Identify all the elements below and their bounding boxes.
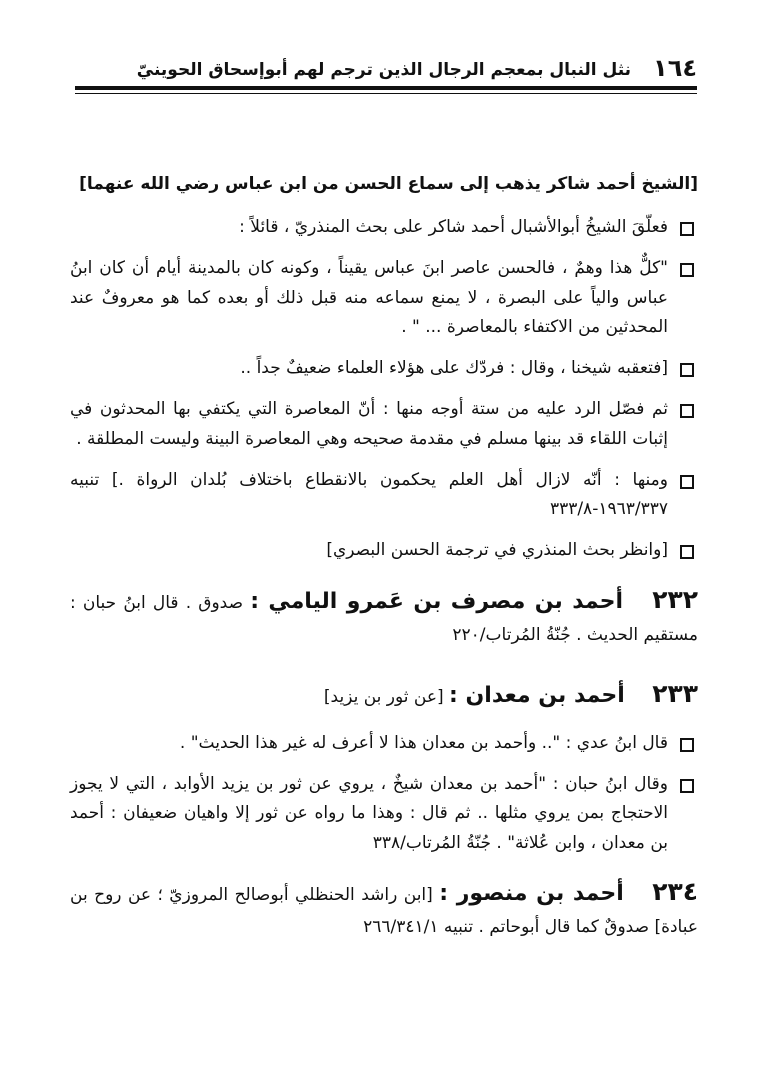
list-item [70,536,698,565]
list-item [70,395,698,453]
list-item [70,466,698,524]
list-item-text: ومنها : أنّه لازال أهل العلم يحكمون بالانقطاع باختلاف بُلدان الرواة .] تنبيه ١٩٦٣/٣٣٧-٣٣٣/٨ [70,469,668,520]
list-item-text: [فتعقبه شيخنا ، وقال : فردّك على هؤلاء العلماء ضعيفٌ جداً .. [240,358,668,379]
list-item-text: [وانظر بحث المنذري في ترجمة الحسن البصري] [326,540,668,561]
checkbox-bullet-icon [680,222,694,236]
page-header [75,40,697,80]
entry-234 [70,870,698,942]
list-item [70,213,698,242]
page-number: ١٦٤ [653,54,697,82]
checkbox-bullet-icon [680,545,694,559]
header-rule-thin [75,93,697,94]
entry-232 [70,578,698,650]
list-item-text: "كلٌّ هذا وهمٌ ، فالحسن عاصر ابنَ عباس يقيناً ، وكونه كان بالمدينة أيام أن كان ابنُ عباس والياً على البصرة ، لا يمنع سماعه منه قبل ذلك أو بعده كما هو معروفٌ عند المحدثين من الاكتفاء بالمعاصرة ... " . [70,258,668,337]
entry-number: ٢٣٤ [652,876,698,906]
entry-233 [70,672,698,715]
entry-text: صدوق . قال ابنُ حبان : مستقيم الحديث . جُنّةُ المُرتاب/٢٢٠ [70,592,698,645]
checkbox-bullet-icon [680,363,694,377]
section-heading: [الشيخ أحمد شاكر يذهب إلى سماع الحسن من ابن عباس رضي الله عنهما] [79,174,698,194]
list-item [70,729,698,758]
entry-text: [عن ثور بن يزيد] [323,686,444,707]
entry-name: أحمد بن مصرف بن عَمرو اليامي : [250,588,624,614]
list-item-text: فعلّقَ الشيخُ أبوالأشبال أحمد شاكر على بحث المنذريّ ، قائلاً : [239,217,668,238]
header-rule-thick [75,86,697,90]
page-body [70,170,698,958]
entry-name: أحمد بن معدان : [449,682,625,708]
list-item-text: وقال ابنُ حبان : "أحمد بن معدان شيخٌ ، يروي عن ثور بن يزيد الأوابد ، التي لا يجوز الاحتجاج بمن يروي مثلها .. ثم قال : وهذا ما رواه عن ثور إلا واهيان ضعيفان : أحمد بن معدان ، وابن عُلاثة" . جُنّةُ المُرتاب/٣٣٨ [70,774,668,853]
list-item [70,354,698,383]
book-title: نثل النبال بمعجم الرجال الذين ترجم لهم أبوإسحاق الحوينيّ [136,59,632,80]
checkbox-bullet-icon [680,404,694,418]
entry-name: أحمد بن منصور : [439,880,624,906]
list-item-text: ثم فصّل الرد عليه من ستة أوجه منها : أنّ المعاصرة التي يكتفي بها المحدثون في إثبات اللقاء قد بينها مسلم في مقدمة صحيحه وهي المعاصرة البينة وليست المطلقة . [70,399,668,449]
checkbox-bullet-icon [680,475,694,489]
list-item [70,770,698,858]
entry-text: [ابن راشد الحنظلي أبوصالح المروزيّ ؛ عن روح بن عبادة] صدوقٌ كما قال أبوحاتم . تنبيه ٢٦٦/٣٤١/١ [70,884,698,937]
checkbox-bullet-icon [680,738,694,752]
list-item [70,254,698,342]
checkbox-bullet-icon [680,779,694,793]
entry-number: ٢٣٢ [652,584,699,614]
checkbox-bullet-icon [680,263,694,277]
list-item-text: قال ابنُ عدي : ".. وأحمد بن معدان هذا لا أعرف له غير هذا الحديث" . [179,732,668,753]
entry-number: ٢٣٣ [652,678,698,708]
